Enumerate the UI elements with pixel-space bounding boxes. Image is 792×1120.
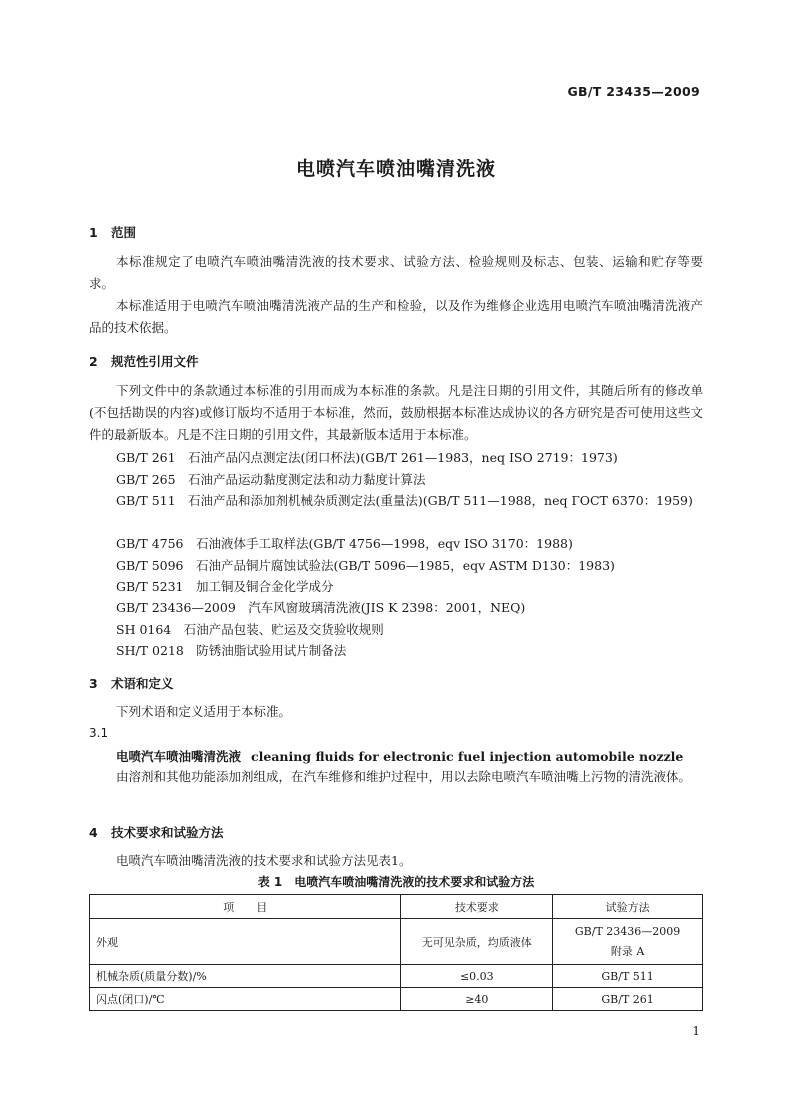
section-number: 4 bbox=[89, 825, 98, 840]
table-caption: 表 1 电喷汽车喷油嘴清洗液的技术要求和试验方法 bbox=[257, 875, 535, 889]
section-title: 范围 bbox=[111, 225, 137, 240]
reference-item: GB/T 4756 石油液体手工取样法(GB/T 4756—1998，eqv ISO 3170：1988) bbox=[116, 536, 573, 551]
section-4-heading bbox=[89, 823, 224, 841]
term-english: cleaning fluids for electronic fuel injection automobile nozzle bbox=[251, 749, 684, 764]
term-entry bbox=[116, 747, 683, 765]
section-3-heading bbox=[89, 674, 174, 692]
cell-requirement: 无可见杂质，均质液体 bbox=[401, 919, 553, 965]
table-row bbox=[90, 965, 703, 988]
reference-item: GB/T 265 石油产品运动黏度测定法和动力黏度计算法 bbox=[116, 472, 426, 487]
column-header-method: 试验方法 bbox=[553, 895, 703, 919]
table-row bbox=[90, 919, 703, 965]
column-header-requirement: 技术要求 bbox=[401, 895, 553, 919]
section-title: 技术要求和试验方法 bbox=[111, 825, 224, 840]
cell-item: 外观 bbox=[90, 919, 401, 965]
reference-item: GB/T 5096 石油产品铜片腐蚀试验法(GB/T 5096—1985，eqv ASTM D130：1983) bbox=[116, 558, 615, 573]
section-number: 1 bbox=[89, 225, 98, 240]
subsection-number: 3.1 bbox=[89, 726, 109, 740]
section-2-paragraph-1: 下列文件中的条款通过本标准的引用而成为本标准的条款。凡是注日期的引用文件，其随后所有的修改单(不包括勘误的内容)或修订版均不适用于本标准，然而，鼓励根据本标准达成协议的各方研究是否可使用这些文件的最新版本。凡是不注日期的引用文件，其最新版本适用于本标准。 bbox=[89, 383, 703, 442]
table-row bbox=[90, 988, 703, 1011]
cell-method bbox=[553, 919, 703, 965]
cell-item: 闪点(闭口)/℃ bbox=[90, 988, 401, 1011]
term-definition: 由溶剂和其他功能添加剂组成，在汽车维修和维护过程中，用以去除电喷汽车喷油嘴上污物的清洗液体。 bbox=[116, 769, 692, 784]
reference-item: GB/T 5231 加工铜及铜合金化学成分 bbox=[116, 579, 334, 594]
reference-item: GB/T 261 石油产品闪点测定法(闭口杯法)(GB/T 261—1983，neq ISO 2719：1973) bbox=[116, 450, 618, 465]
page-number: 1 bbox=[692, 1024, 700, 1038]
reference-item: GB/T 511 石油产品和添加剂机械杂质测定法(重量法)(GB/T 511—1988，neq ГОСТ 6370：1959) bbox=[116, 493, 693, 508]
reference-item: SH 0164 石油产品包装、贮运及交货验收规则 bbox=[116, 622, 384, 637]
term-chinese: 电喷汽车喷油嘴清洗液 bbox=[116, 749, 242, 764]
section-title: 规范性引用文件 bbox=[111, 354, 199, 369]
section-title: 术语和定义 bbox=[111, 676, 174, 691]
section-number: 2 bbox=[89, 354, 98, 369]
cell-item: 机械杂质(质量分数)/% bbox=[90, 965, 401, 988]
section-number: 3 bbox=[89, 676, 98, 691]
reference-item: SH/T 0218 防锈油脂试验用试片制备法 bbox=[116, 643, 347, 658]
standard-code: GB/T 23435—2009 bbox=[567, 84, 700, 99]
method-line: 附录 A bbox=[610, 944, 645, 958]
section-1-paragraph-2: 本标准适用于电喷汽车喷油嘴清洗液产品的生产和检验，以及作为维修企业选用电喷汽车喷油嘴清洗液产品的技术依据。 bbox=[89, 298, 703, 335]
table-header-row bbox=[90, 895, 703, 919]
section-1-heading bbox=[89, 223, 136, 241]
reference-item: GB/T 23436—2009 汽车风窗玻璃清洗液(JIS K 2398：2001，NEQ) bbox=[116, 600, 526, 615]
section-3-paragraph-1: 下列术语和定义适用于本标准。 bbox=[116, 704, 292, 719]
cell-requirement: ≥40 bbox=[401, 988, 553, 1011]
section-1-paragraph-1: 本标准规定了电喷汽车喷油嘴清洗液的技术要求、试验方法、检验规则及标志、包装、运输和贮存等要求。 bbox=[89, 254, 703, 291]
column-header-item: 项 目 bbox=[90, 895, 401, 919]
cell-method: GB/T 261 bbox=[553, 988, 703, 1011]
section-2-heading bbox=[89, 352, 199, 370]
spec-table bbox=[89, 894, 703, 1011]
document-title: 电喷汽车喷油嘴清洗液 bbox=[295, 158, 496, 180]
cell-requirement: ≤0.03 bbox=[401, 965, 553, 988]
cell-method: GB/T 511 bbox=[553, 965, 703, 988]
section-4-paragraph-1: 电喷汽车喷油嘴清洗液的技术要求和试验方法见表1。 bbox=[116, 853, 412, 868]
method-line: GB/T 23436—2009 bbox=[574, 924, 681, 938]
